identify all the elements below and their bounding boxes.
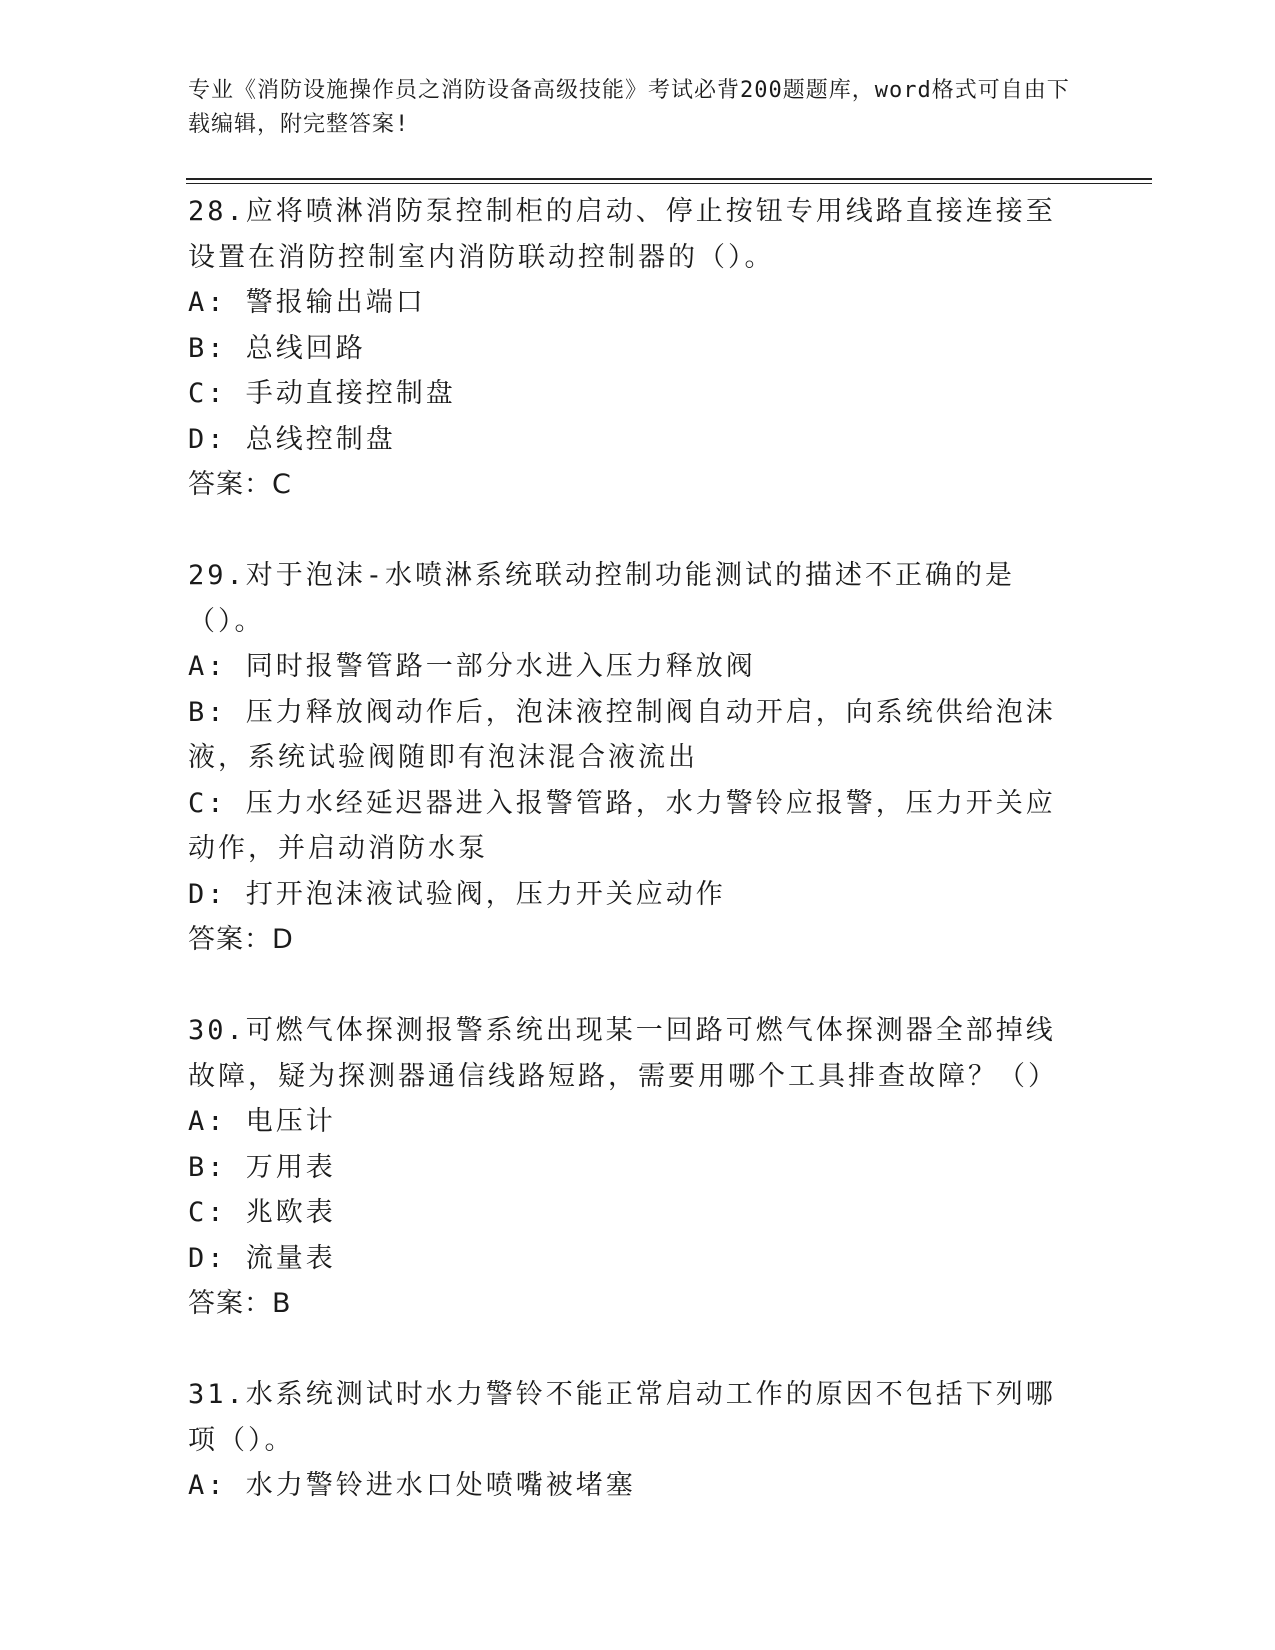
question-option: D: 打开泡沫液试验阀，压力开关应动作 [188, 878, 726, 910]
question-answer: 答案：D [188, 924, 294, 955]
question-option: B: 万用表 [188, 1151, 336, 1183]
question-option: A: 警报输出端口 [188, 287, 426, 318]
question-option: C: 兆欧表 [188, 1197, 336, 1228]
question-item [188, 553, 1078, 963]
question-title: 28.应将喷淋消防泵控制柜的启动、停止按钮专用线路直接连接至设置在消防控制室内消防联动控制器的（）。 [188, 196, 1056, 273]
question-option: B: 压力释放阀动作后，泡沫液控制阀自动开启，向系统供给泡沫液，系统试验阀随即有泡沫混合液流出 [188, 696, 1056, 773]
header-divider-thick [186, 178, 1152, 180]
question-title: 31.水系统测试时水力警铃不能正常启动工作的原因不包括下列哪项（）。 [188, 1379, 1056, 1456]
question-option: B: 总线回路 [188, 332, 366, 364]
question-answer: 答案：C [188, 469, 292, 500]
question-title: 30.可燃气体探测报警系统出现某一回路可燃气体探测器全部掉线故障，疑为探测器通信线路短路，需要用哪个工具排查故障？（） [188, 1015, 1058, 1092]
question-option: C: 压力水经延迟器进入报警管路，水力警铃应报警，压力开关应动作，并启动消防水泵 [188, 787, 1056, 864]
document-header: 专业《消防设施操作员之消防设备高级技能》考试必背200题题库，word格式可自由下载编辑，附完整答案! [188, 78, 1070, 137]
question-title: 29.对于泡沫-水喷淋系统联动控制功能测试的描述不正确的是（）。 [188, 560, 1016, 637]
question-list [188, 189, 1078, 1509]
question-option: A: 水力警铃进水口处喷嘴被堵塞 [188, 1470, 636, 1501]
header-divider-thin [186, 183, 1152, 184]
question-answer: 答案：B [188, 1288, 292, 1319]
question-option: A: 电压计 [188, 1106, 336, 1137]
question-option: A: 同时报警管路一部分水进入压力释放阀 [188, 651, 756, 682]
question-item [188, 1372, 1078, 1509]
question-option: C: 手动直接控制盘 [188, 378, 456, 409]
question-option: D: 总线控制盘 [188, 423, 396, 455]
question-option: D: 流量表 [188, 1242, 336, 1274]
question-item [188, 1008, 1078, 1327]
question-item [188, 189, 1078, 508]
